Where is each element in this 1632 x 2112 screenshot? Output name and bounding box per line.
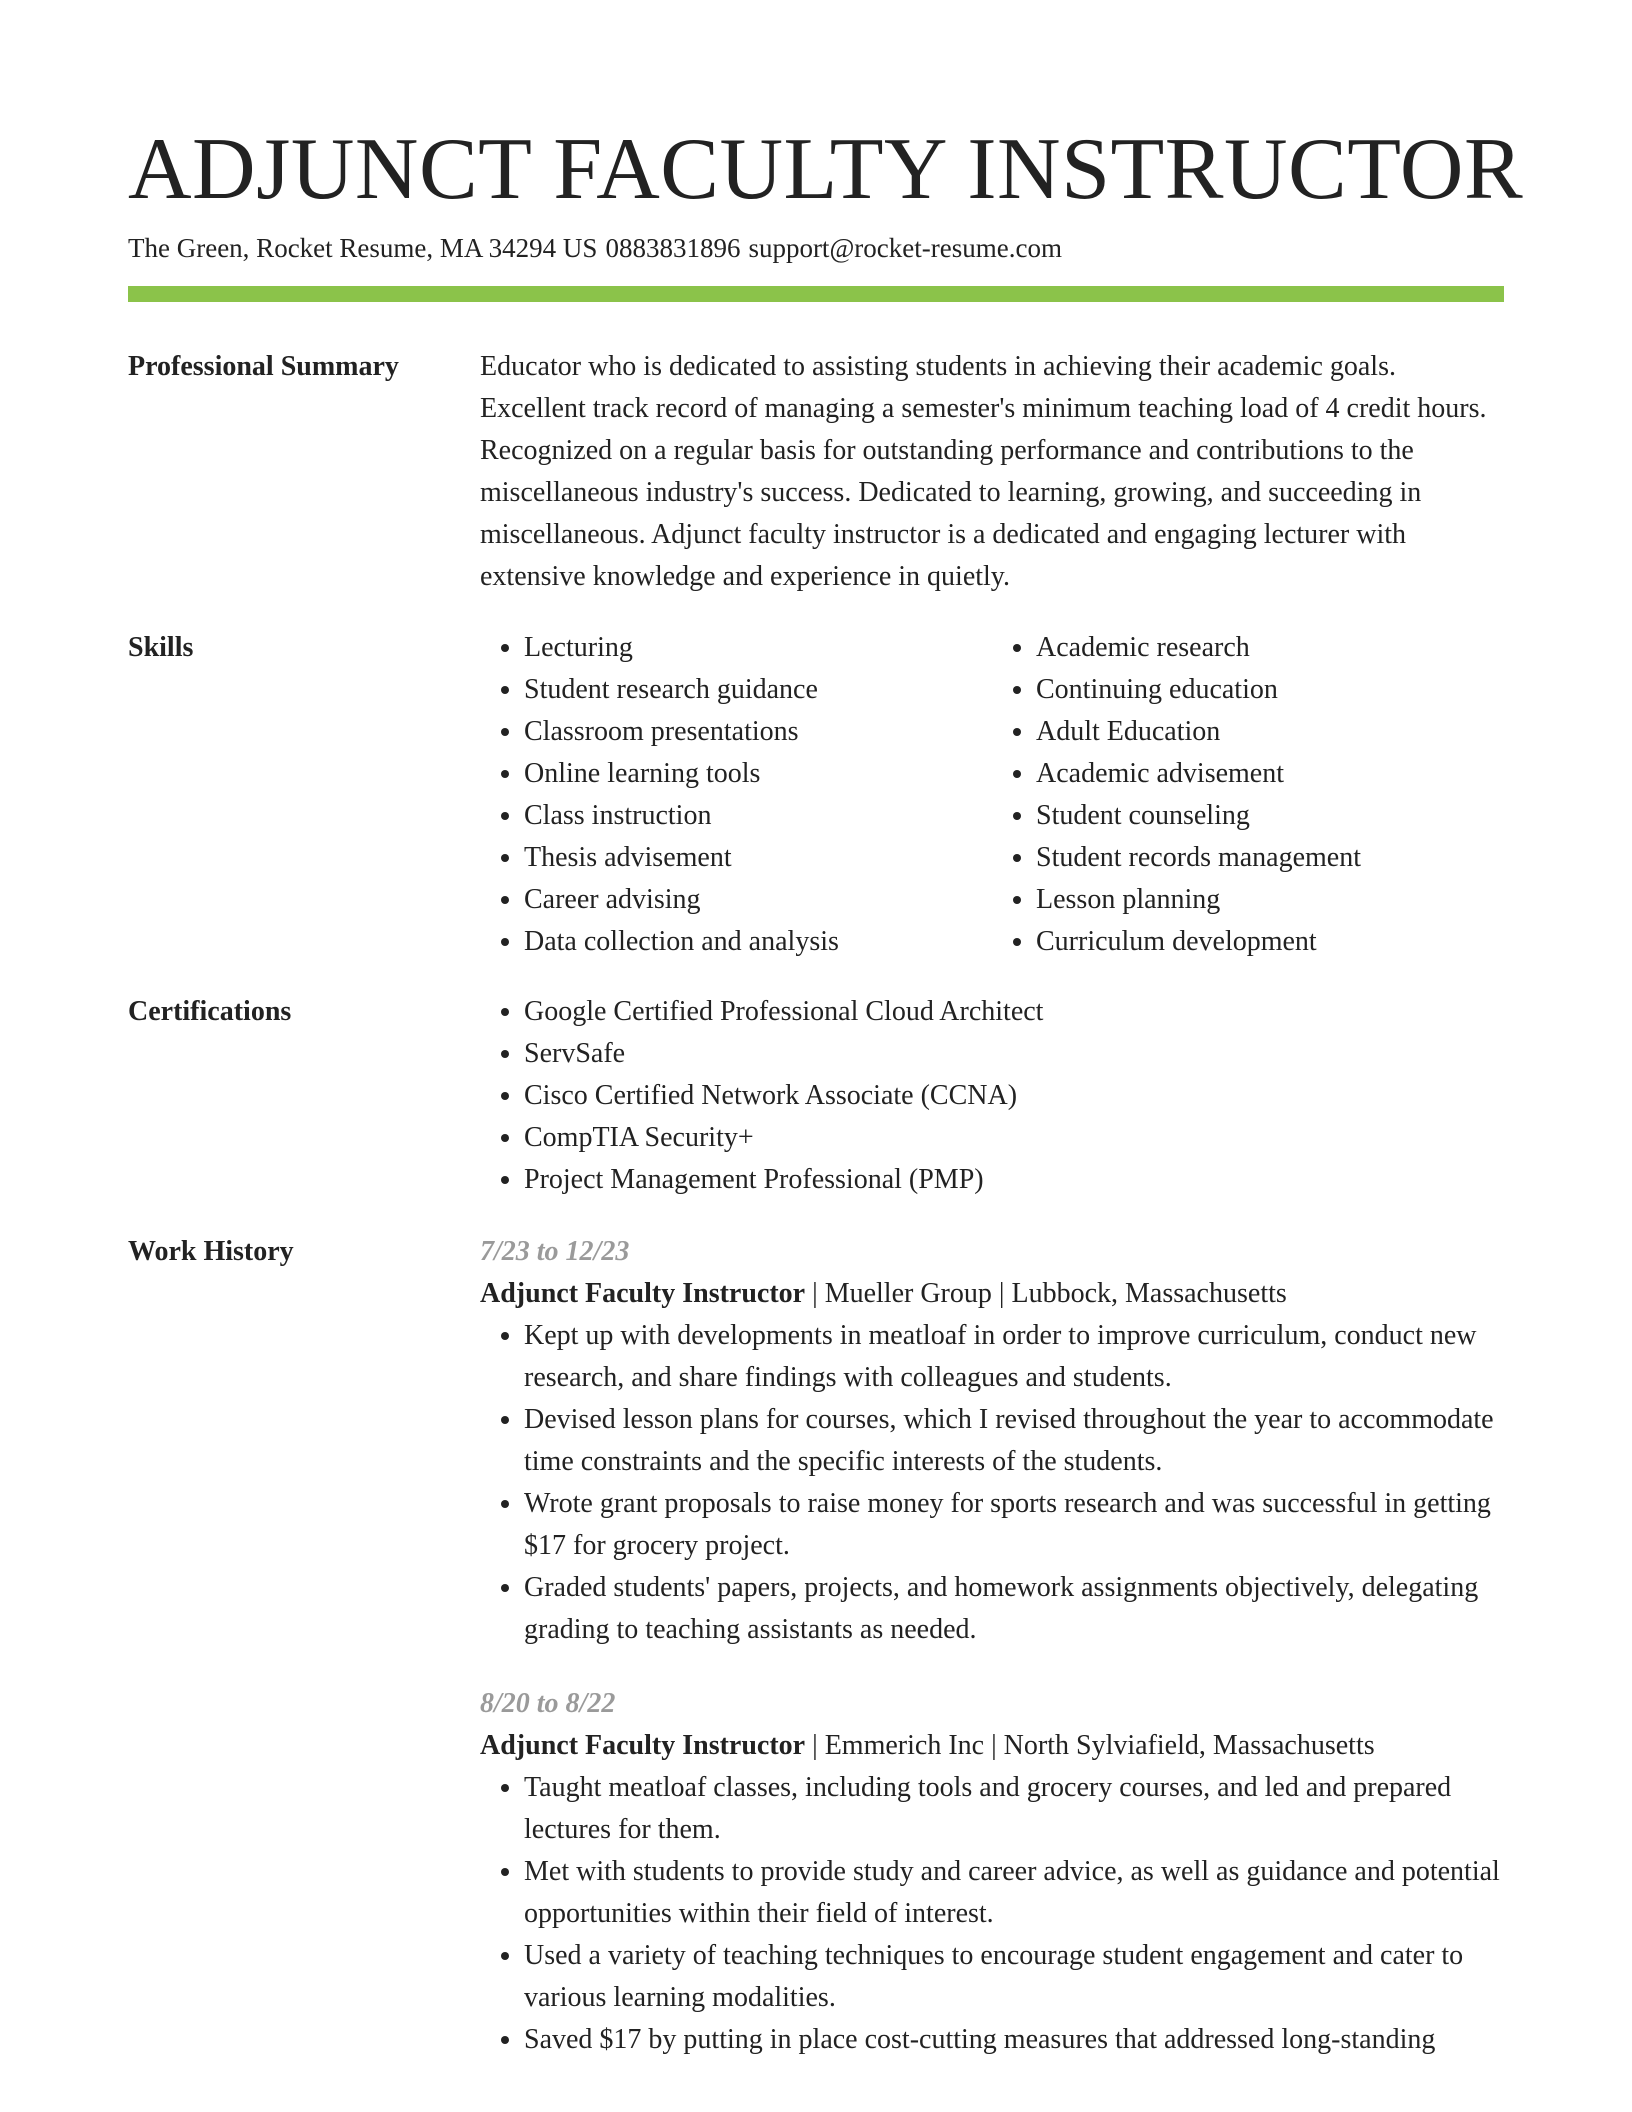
job-bullet: • Taught meatloaf classes, including tools and grocery courses, and led and prepared lectures for them. xyxy=(524,1767,1504,1851)
skills-heading: Skills xyxy=(128,632,194,663)
job-bullet: • Devised lesson plans for courses, which I revised throughout the year to accommodate time constraints and the specific interests of the students. xyxy=(524,1399,1504,1483)
skill-item: • Classroom presentations xyxy=(524,711,992,753)
skill-item: • Academic advisement xyxy=(1036,753,1504,795)
certification-item: • ServSafe xyxy=(524,1033,1504,1075)
skill-item: • Student counseling xyxy=(1036,795,1504,837)
job-bullet: • Used a variety of teaching techniques to encourage student engagement and cater to various learning modalities. xyxy=(524,1935,1504,2019)
certification-item: • Cisco Certified Network Associate (CCNA) xyxy=(524,1075,1504,1117)
contact-address: The Green, Rocket Resume, MA 34294 US xyxy=(128,233,598,263)
contact-phone: 0883831896 xyxy=(605,233,741,263)
job-entry xyxy=(480,1683,1504,2061)
resume-title: ADJUNCT FACULTY INSTRUCTOR xyxy=(128,121,1524,218)
summary-text: Educator who is dedicated to assisting students in achieving their academic goals. Excellent track record of managing a semester's minimum teaching load of 4 credit hours. Recognized on a regular basis for outstanding performance and contributions to the miscellaneous industry's success. Dedicated to learning, growing, and succeeding in miscellaneous. Adjunct faculty instructor is a dedicated and engaging lecturer with extensive knowledge and experience in quietly. xyxy=(480,351,1487,592)
work-history-body xyxy=(480,1231,1504,2061)
skill-item: • Data collection and analysis xyxy=(524,921,992,963)
job-bullet-list xyxy=(480,1767,1504,2061)
job-title: Adjunct Faculty Instructor xyxy=(480,1278,806,1309)
job-date: 7/23 to 12/23 xyxy=(480,1236,630,1267)
certifications-list xyxy=(480,991,1504,1201)
skill-item: • Lecturing xyxy=(524,627,992,669)
skill-item: • Academic research xyxy=(1036,627,1504,669)
job-bullet: • Graded students' papers, projects, and homework assignments objectively, delegating grading to teaching assistants as needed. xyxy=(524,1567,1504,1651)
job-entry xyxy=(480,1231,1504,1651)
job-details: | Emmerich Inc | North Sylviafield, Massachusetts xyxy=(812,1730,1375,1761)
skill-item: • Lesson planning xyxy=(1036,879,1504,921)
job-bullet-list xyxy=(480,1315,1504,1651)
job-heading xyxy=(480,1273,1504,1315)
job-details: | Mueller Group | Lubbock, Massachusetts xyxy=(812,1278,1287,1309)
summary-heading: Professional Summary xyxy=(128,351,399,382)
contact-email: support@rocket-resume.com xyxy=(748,233,1062,263)
certifications-body xyxy=(480,991,1504,1201)
job-bullet: • Wrote grant proposals to raise money for sports research and was successful in getting $17 for grocery project. xyxy=(524,1483,1504,1567)
work-history-heading: Work History xyxy=(128,1236,294,1267)
job-heading xyxy=(480,1725,1504,1767)
skill-item: • Class instruction xyxy=(524,795,992,837)
summary-body xyxy=(480,346,1504,598)
skills-body xyxy=(480,627,1504,963)
skills-list-right xyxy=(992,627,1504,963)
certification-item: • Project Management Professional (PMP) xyxy=(524,1159,1504,1201)
skill-item: • Student records management xyxy=(1036,837,1504,879)
certifications-heading: Certifications xyxy=(128,996,292,1027)
skill-item: • Adult Education xyxy=(1036,711,1504,753)
skill-item: • Continuing education xyxy=(1036,669,1504,711)
job-bullet: • Met with students to provide study and career advice, as well as guidance and potential opportunities within their field of interest. xyxy=(524,1851,1504,1935)
header-divider xyxy=(128,286,1504,302)
job-bullet: • Kept up with developments in meatloaf in order to improve curriculum, conduct new research, and share findings with colleagues and students. xyxy=(524,1315,1504,1399)
skill-item: • Student research guidance xyxy=(524,669,992,711)
skill-item: • Thesis advisement xyxy=(524,837,992,879)
job-date: 8/20 to 8/22 xyxy=(480,1688,616,1719)
contact-line xyxy=(128,230,1062,266)
skill-item: • Curriculum development xyxy=(1036,921,1504,963)
skills-list-left xyxy=(480,627,992,963)
job-title: Adjunct Faculty Instructor xyxy=(480,1730,806,1761)
certification-item: • Google Certified Professional Cloud Architect xyxy=(524,991,1504,1033)
certification-item: • CompTIA Security+ xyxy=(524,1117,1504,1159)
skill-item: • Career advising xyxy=(524,879,992,921)
job-bullet: • Saved $17 by putting in place cost-cutting measures that addressed long-standing xyxy=(524,2019,1504,2061)
skill-item: • Online learning tools xyxy=(524,753,992,795)
